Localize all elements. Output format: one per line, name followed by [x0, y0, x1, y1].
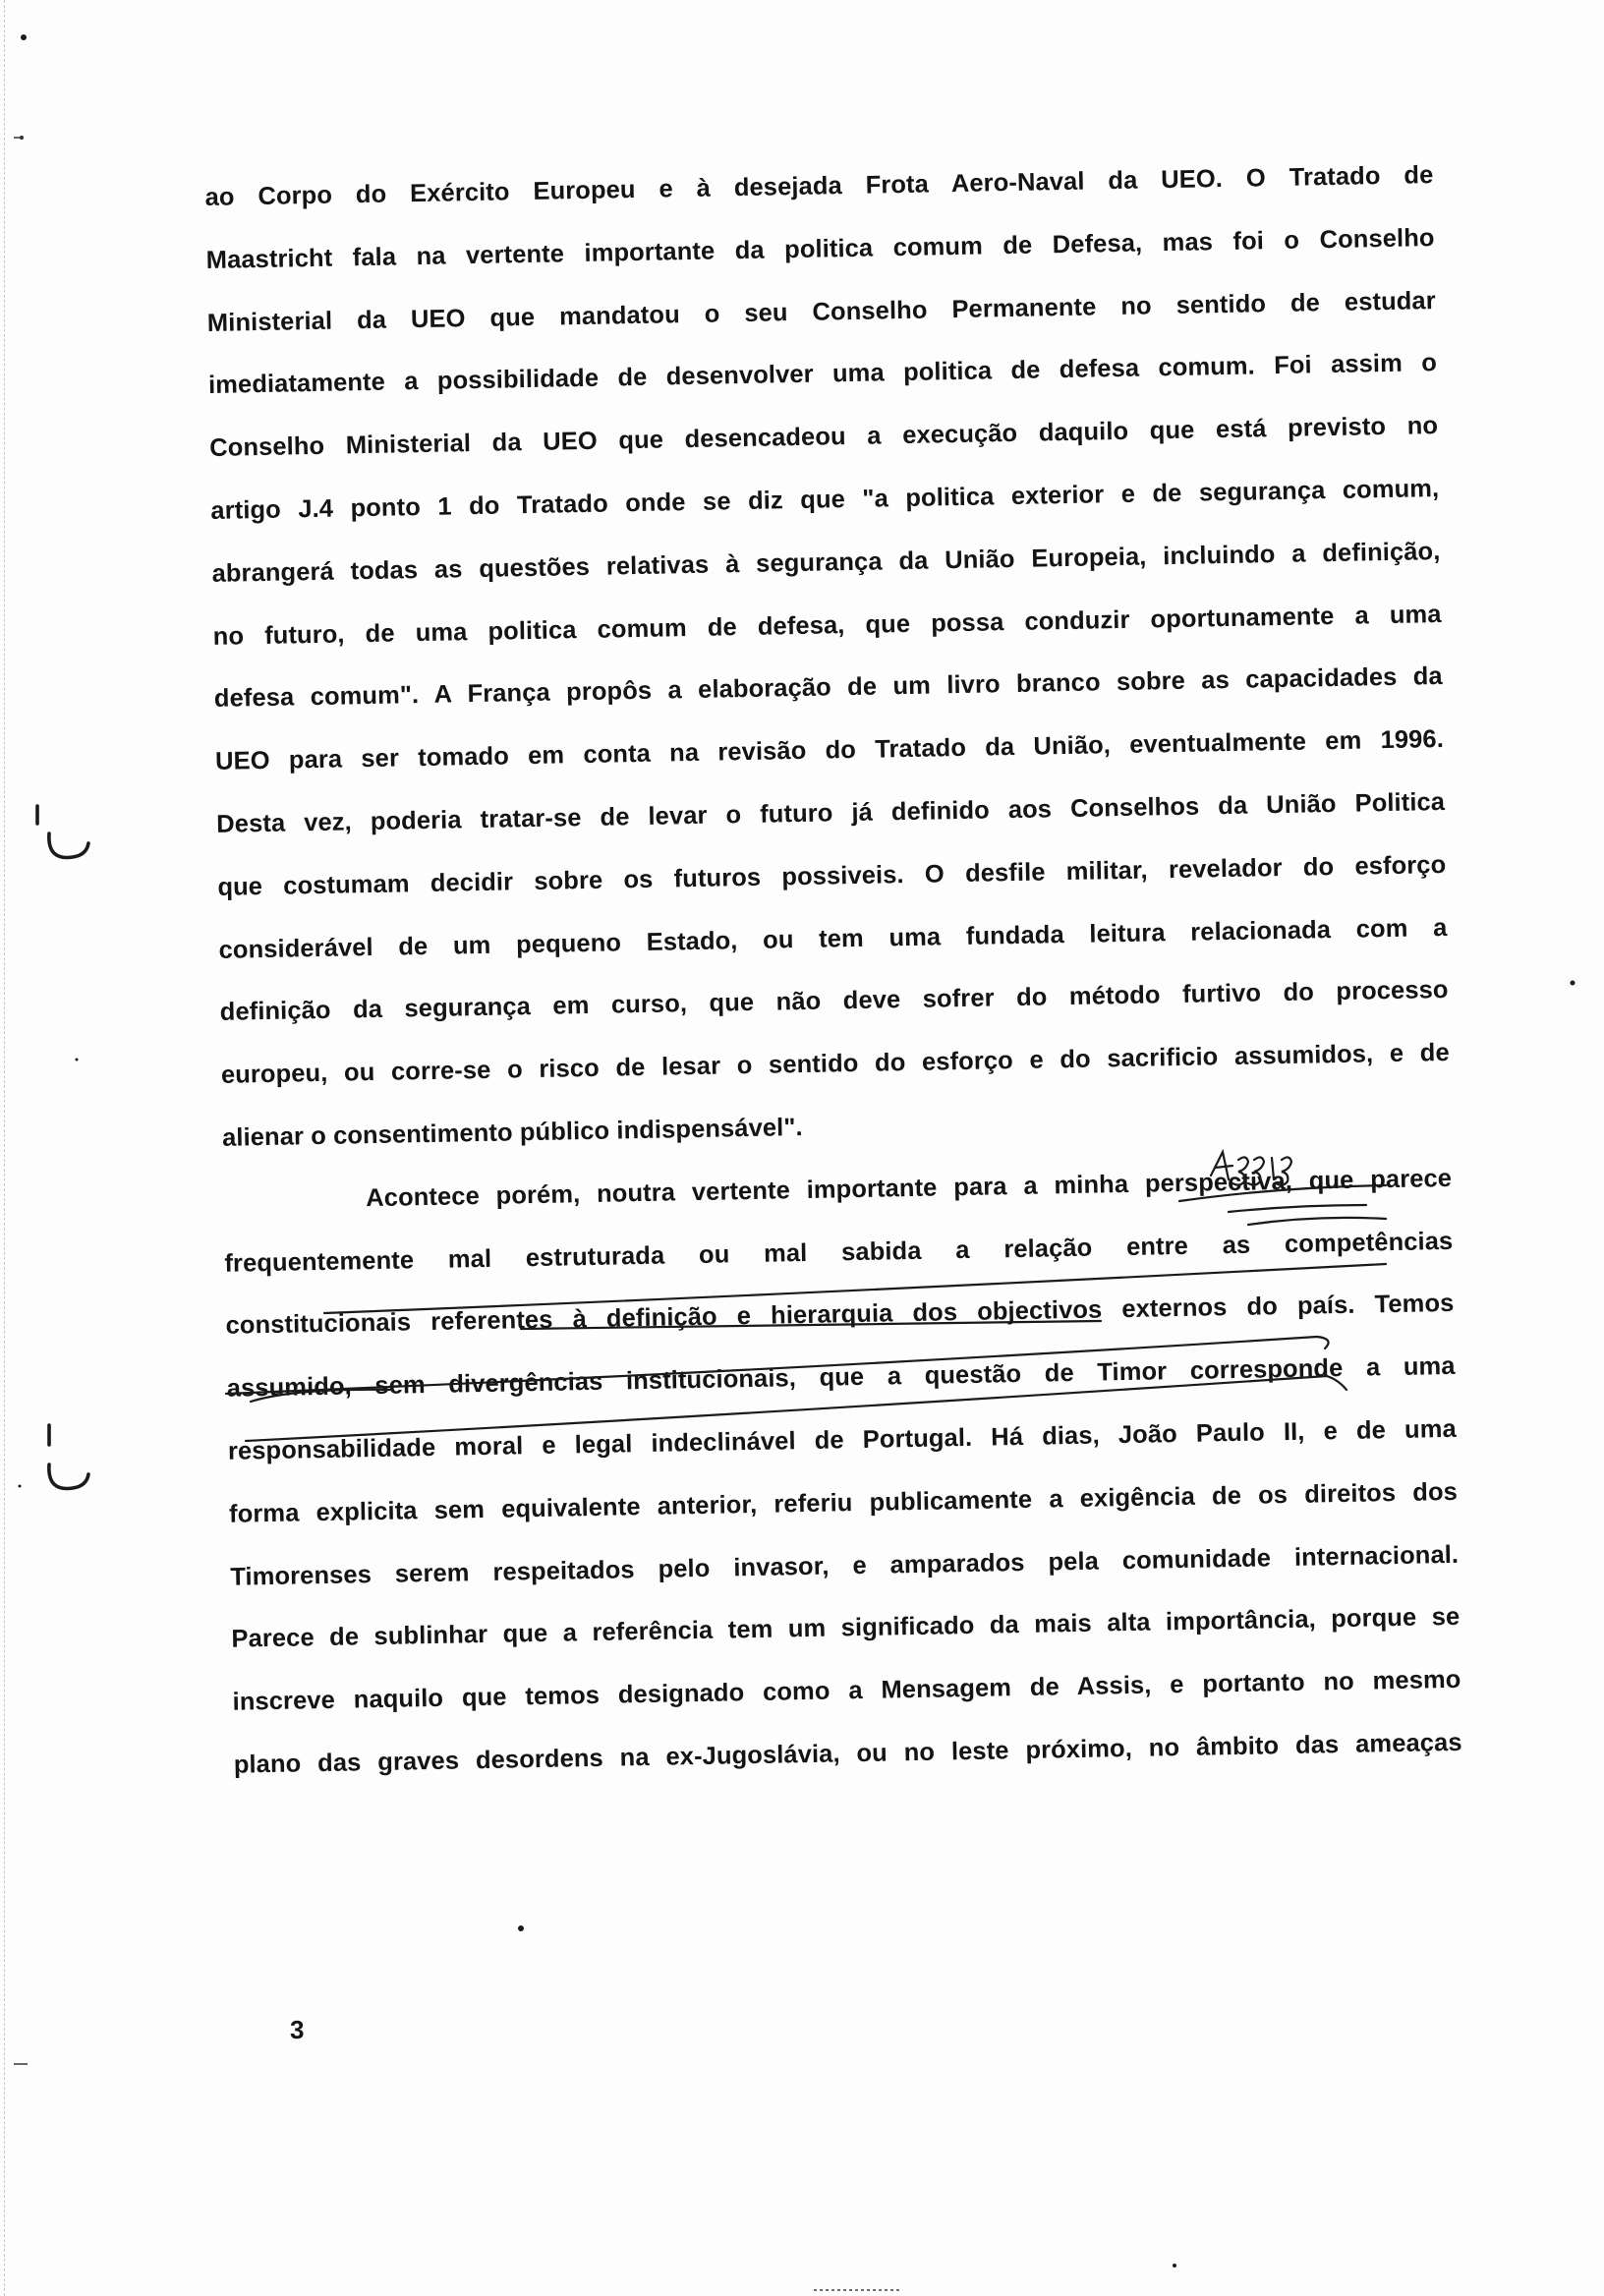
scan-speck [21, 34, 27, 40]
scan-speck [518, 1925, 524, 1931]
scan-speck [19, 1485, 22, 1488]
text-line: ao Corpo do Exército Europeu e à desejada Frota Aero-Naval da UEO. O Tratado de [204, 161, 1434, 211]
text-line: no futuro, de uma politica comum de defesa, que possa conduzir oportunamente a uma [212, 600, 1442, 651]
text-line: considerável de um pequeno Estado, ou tem uma fundada leitura relacionada com a [218, 913, 1448, 964]
text-line: UEO para ser tomado em conta na revisão do Tratado da União, eventualmente em 1996. [214, 725, 1445, 776]
text-line: alienar o consentimento público indispensável". [221, 1113, 803, 1152]
text-line: defesa comum". A França propôs a elaboração de um livro branco sobre as capacidades da [213, 662, 1443, 714]
text-line: Desta vez, poderia tratar-se de levar o futuro já definido aos Conselhos da União Politica [216, 787, 1446, 838]
text-line: frequentemente mal estruturada ou mal sabida a relação entre as competências [224, 1227, 1454, 1278]
scan-speck [76, 1059, 79, 1062]
scan-speck [1173, 2264, 1176, 2267]
text-line: inscreve naquilo que temos designado como a Mensagem de Assis, e portanto no mesmo [232, 1665, 1461, 1716]
margin-hole-mark [49, 1464, 88, 1489]
margin-hole-mark [49, 833, 88, 858]
text-line: Timorenses serem respeitados pelo invasor, e amparados pela comunidade internacional. [230, 1540, 1460, 1591]
text-line: responsabilidade moral e legal indeclinável de Portugal. Há dias, João Paulo II, e de uma [227, 1414, 1457, 1465]
text-line: europeu, ou corre-se o risco de lesar o sentido do esforço e do sacrificio assumidos, e de [220, 1039, 1450, 1089]
text-line: definição da segurança em curso, que não deve sofrer do método furtivo do processo [219, 976, 1449, 1027]
body-text [204, 144, 1462, 1797]
text-line: Parece de sublinhar que a referência tem um significado da mais alta importância, porque se [231, 1603, 1461, 1654]
text-line: abrangerá todas as questões relativas à segurança da União Europeia, incluindo a definição, [211, 537, 1441, 588]
text-line: Acontece porém, noutra vertente importante para a minha perspectiva, que parece [365, 1164, 1453, 1212]
text-line: assumido, sem divergências institucionais, que a questão de Timor corresponde a uma [226, 1352, 1456, 1403]
text-line: que costumam decidir sobre os futuros possiveis. O desfile militar, revelador do esforço [217, 850, 1447, 901]
text-line: Maastricht fala na vertente importante da politica comum de Defesa, mas foi o Conselho [205, 223, 1435, 274]
text-line: plano das graves desordens na ex-Jugoslávia, ou no leste próximo, no âmbito das ameaças [233, 1728, 1462, 1779]
text-line: imediatamente a possibilidade de desenvolver uma politica de defesa comum. Foi assim o [207, 349, 1438, 400]
text-line: forma explicita sem equivalente anterior, referiu publicamente a exigência de os direitos dos [228, 1477, 1459, 1528]
scan-speck [1571, 981, 1575, 986]
scan-edge-left [4, 0, 5, 2296]
text-line: Ministerial da UEO que mandatou o seu Conselho Permanente no sentido de estudar [206, 286, 1436, 337]
page-number: 3 [290, 2015, 305, 2044]
text-line: constitucionais referentes à definição e hierarquia dos objectivos externos do país. Temos [225, 1290, 1455, 1341]
text-line: Conselho Ministerial da UEO que desencadeou a execução daquilo que está previsto no [208, 412, 1439, 463]
scan-speck [20, 136, 24, 140]
text-line: artigo J.4 ponto 1 do Tratado onde se diz que "a politica exterior e de segurança comum, [210, 475, 1440, 525]
